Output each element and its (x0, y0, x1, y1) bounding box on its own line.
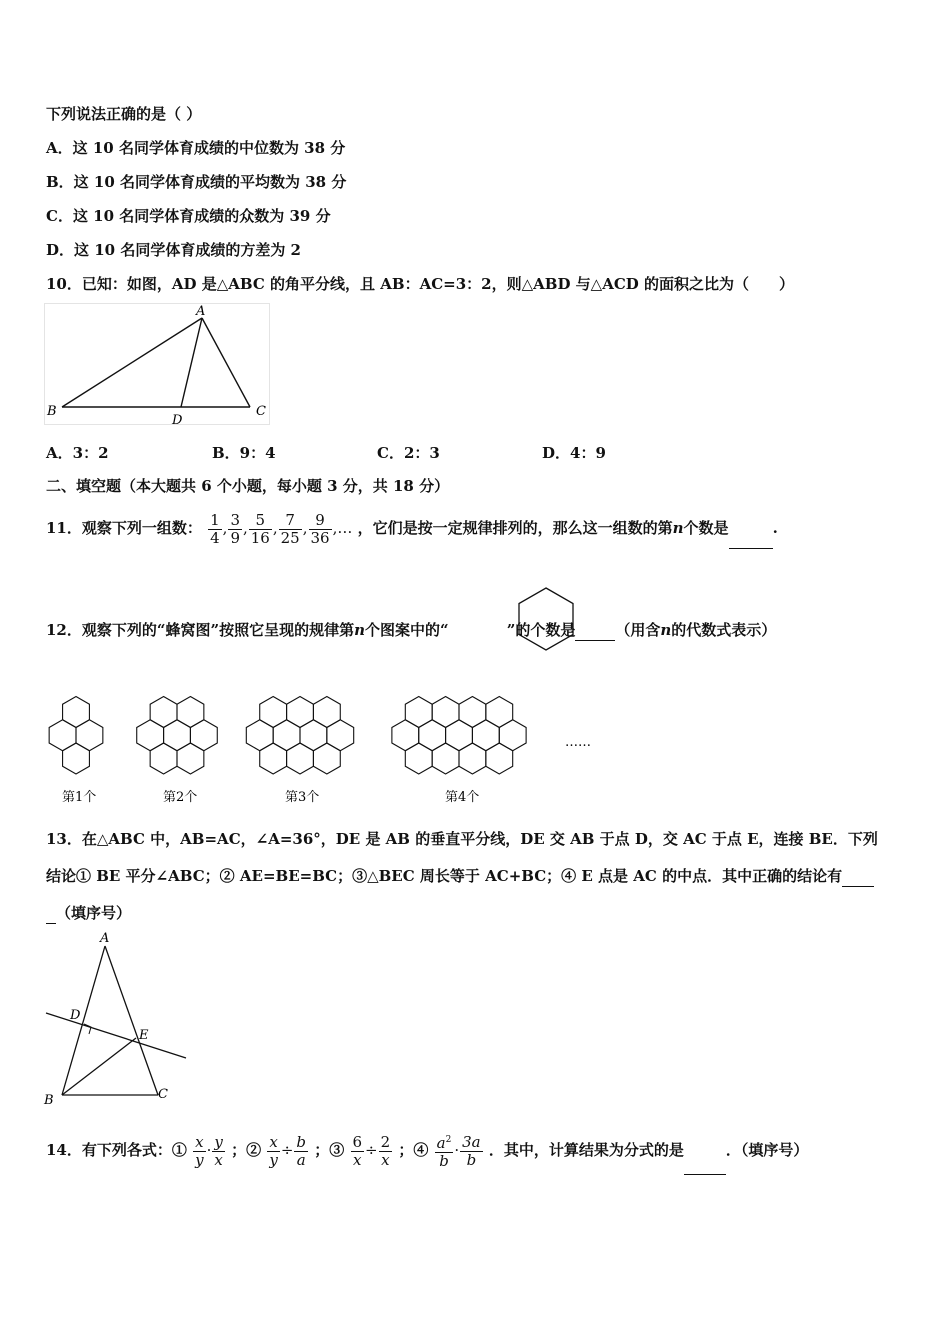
q13-label-d: D (70, 1008, 81, 1023)
q14-f1-b-num: y (214, 1132, 223, 1151)
q14-f1-a (193, 1134, 205, 1169)
q9-option-c[interactable]: C．这 10 名同学体育成绩的众数为 39 分 (46, 207, 331, 225)
q13-line2: 结论① BE 平分∠ABC；② AE=BE=BC；③△BEC 周长等于 AC+BC；④ E 点是 AC 的中点．其中正确的结论有 (46, 867, 843, 885)
q14-f4-a-den: b (439, 1152, 449, 1170)
q14-end: ．（填序号） (725, 1141, 809, 1159)
honeycomb-cell (177, 743, 204, 774)
honeycomb-cell (190, 720, 217, 751)
honeycomb-cell (63, 743, 90, 774)
honeycomb-cell (405, 743, 432, 774)
q11-fraction-4 (279, 512, 302, 547)
honeycomb-cell (260, 697, 287, 728)
q9-option-d[interactable]: D．这 10 名同学体育成绩的方差为 2 (46, 241, 301, 259)
honeycomb-cell (472, 720, 499, 751)
honeycomb-cell (150, 697, 177, 728)
q10-label-d: D (172, 413, 183, 428)
q10-option-c[interactable]: C．2：3 (377, 444, 440, 462)
q14-f1-a-num: x (193, 1134, 205, 1152)
honeycomb-cell (313, 743, 340, 774)
honeycomb-cell (150, 743, 177, 774)
q12-n: n (354, 621, 366, 639)
honeycomb-cell (246, 720, 273, 751)
q13-line2-wrap (46, 866, 874, 887)
honeycomb-cell (300, 720, 327, 751)
honeycomb-cell (76, 720, 103, 751)
q12-figure-label-4: 第4个 (445, 790, 480, 805)
q14-sep3: ；③ (314, 1141, 345, 1159)
q11-den-5: 36 (310, 528, 330, 547)
q13-segment-be (62, 1038, 136, 1095)
q14-suffix: ．其中，计算结果为分式的是 (488, 1141, 684, 1159)
q13-line-de (46, 1013, 186, 1058)
q14-f3-a-num: 6 (352, 1132, 363, 1151)
q11-suffix-a: ，它们是按一定规律排列的，那么这一组数的第 (357, 519, 673, 537)
honeycomb-cell (499, 720, 526, 751)
q11-answer-blank[interactable] (729, 508, 773, 549)
q14-f3-b-num: 2 (380, 1132, 391, 1151)
q11-num-5: 9 (309, 512, 332, 530)
q14-f3-b (379, 1134, 393, 1169)
q14-prefix: 14．有下列各式：① (46, 1141, 187, 1159)
q12-suffix-b: 的代数式表示） (671, 621, 777, 639)
q14-f4-a-sup: 2 (445, 1135, 452, 1145)
q14-f2-b-den: a (296, 1150, 306, 1169)
q13-label-e: E (139, 1028, 149, 1043)
q13-label-c: C (158, 1087, 168, 1102)
q11-num-3: 5 (249, 512, 272, 530)
honeycomb-cell (177, 697, 204, 728)
q10-option-a[interactable]: A．3：2 (46, 444, 109, 462)
q11-end: . (772, 519, 778, 537)
q10-stem: 10．已知：如图，AD 是△ABC 的角平分线，且 AB：AC=3：2，则△ABD 与△ACD 的面积之比为（ ） (46, 275, 795, 293)
q14-f3-b-den: x (381, 1150, 390, 1169)
q11-den-2: 9 (230, 528, 240, 547)
q12-honeycomb-figures (40, 680, 620, 810)
honeycomb-cell (327, 720, 354, 751)
q10-bisector-ad (181, 318, 202, 407)
q14-f2-op: ÷ (280, 1141, 294, 1159)
q13-answer-blank[interactable] (842, 866, 874, 887)
q10-label-b: B (47, 404, 57, 419)
honeycomb-cell (459, 697, 486, 728)
q13-line3: （填序号） (56, 904, 132, 922)
q11-den-4: 25 (280, 528, 300, 547)
q12-after-hex: ”的个数是 (506, 621, 576, 639)
q14-f3-a (351, 1134, 365, 1169)
honeycomb-cell (419, 720, 446, 751)
q9-stem: 下列说法正确的是（ ） (46, 105, 202, 123)
honeycomb-cell (164, 720, 191, 751)
q14-f1-b (212, 1134, 224, 1169)
q12-suffix-a: （用含 (615, 621, 661, 639)
q14-f4-a (435, 1132, 454, 1170)
q11-fraction-1 (208, 512, 222, 547)
q14-f1-op: · (206, 1141, 212, 1159)
honeycomb-cell (49, 720, 76, 751)
honeycomb-cell (287, 743, 314, 774)
honeycomb-cell (405, 697, 432, 728)
q14-line (46, 1126, 808, 1174)
q14-f1-b-den: x (214, 1150, 223, 1169)
honeycomb-cell (287, 697, 314, 728)
q13-label-b: B (44, 1093, 54, 1108)
q12-figure-label-3: 第3个 (285, 790, 320, 805)
q10-label-c: C (256, 404, 266, 419)
q14-f2-a-den: y (269, 1150, 278, 1169)
honeycomb-cell (432, 743, 459, 774)
q11-fraction-2 (228, 512, 242, 547)
q11-num-2: 3 (230, 510, 240, 529)
q11-line: 11．观察下列一组数： $\frac{1}{4}$ , $\frac{3}{9}$ , $\frac{5}{16}$ , $\frac{7}{25}$ , $\frac{9}{36}$ ,… ，它们是按一定规律排列的，那么这一组数的第n个数是 . (46, 508, 778, 548)
q14-f4-a-num-wrap (435, 1132, 454, 1153)
honeycomb-cell (392, 720, 419, 751)
q10-side-ac (202, 318, 250, 407)
honeycomb-cell (63, 697, 90, 728)
q11-den-1: 4 (210, 528, 220, 547)
q13-triangle-figure (40, 928, 192, 1108)
honeycomb-cell (313, 697, 340, 728)
q14-f2-b-num: b (296, 1132, 307, 1151)
q12-figure-label-1: 第1个 (62, 790, 97, 805)
q9-option-b[interactable]: B．这 10 名同学体育成绩的平均数为 38 分 (46, 173, 347, 191)
q11-fraction-5 (309, 512, 332, 547)
q11-suffix-b: 个数是 (683, 519, 729, 537)
q14-f1-a-den: y (195, 1150, 204, 1169)
honeycomb-cell (137, 720, 164, 751)
q14-f3-a-den: x (353, 1150, 362, 1169)
q11-prefix: 11．观察下列一组数： (46, 519, 202, 537)
honeycomb-cell (486, 743, 513, 774)
q13-answer-blank-cont[interactable] (46, 903, 56, 924)
q12-answer-blank[interactable] (575, 620, 615, 641)
q10-option-d[interactable]: D．4：9 (542, 444, 606, 462)
q12-line (46, 620, 776, 641)
q13-line1: 13．在△ABC 中，AB=AC，∠A=36°，DE 是 AB 的垂直平分线，DE 交 AB 于点 D，交 AC 于点 E，连接 BE．下列 (46, 830, 878, 848)
q13-line3-wrap (46, 903, 131, 924)
q11-ellipsis: ,… (332, 519, 353, 537)
q9-option-a[interactable]: A．这 10 名同学体育成绩的中位数为 38 分 (46, 139, 346, 157)
honeycomb-cell (446, 720, 473, 751)
q14-f4-b (460, 1134, 483, 1169)
q10-side-ba (62, 318, 202, 407)
honeycomb-cell (486, 697, 513, 728)
q10-option-b[interactable]: B．9：4 (212, 444, 276, 462)
q10-triangle-figure (44, 303, 270, 429)
honeycomb-cell (459, 743, 486, 774)
q12-figure-label-2: 第2个 (163, 790, 198, 805)
honeycomb-cell (432, 697, 459, 728)
q12-n-2: n (660, 621, 672, 639)
q14-sep2: ；② (231, 1141, 262, 1159)
q14-f2-b (294, 1134, 308, 1169)
q11-den-3: 16 (250, 528, 270, 547)
q14-sep4: ；④ (398, 1141, 429, 1159)
q14-f4-b-den: b (466, 1150, 477, 1169)
q12-hexagon-icon (516, 586, 576, 652)
q14-f4-op: · (454, 1141, 460, 1159)
q10-label-a: A (196, 304, 206, 319)
section2-title: 二、填空题（本大题共 6 个小题，每小题 3 分，共 18 分） (46, 477, 450, 495)
q11-n: n (672, 519, 684, 537)
q13-side-ac (105, 946, 158, 1095)
q11-fraction-3 (249, 512, 272, 547)
q14-answer-blank[interactable] (684, 1126, 726, 1175)
q12-prefix: 12．观察下列的“蜂窝图”按照它呈现的规律第 (46, 621, 355, 639)
q14-f4-a-num: a (436, 1134, 446, 1152)
q14-f3-op: ÷ (365, 1141, 378, 1159)
honeycomb-cell (273, 720, 300, 751)
q13-label-a: A (100, 931, 110, 946)
q14-f2-a (267, 1134, 279, 1169)
q14-f4-b-num: 3a (462, 1132, 481, 1151)
honeycomb-patterns (49, 697, 526, 775)
q11-num-4: 7 (279, 512, 302, 530)
q12-mid: 个图案中的“ (365, 621, 449, 639)
honeycomb-cell (260, 743, 287, 774)
q11-num-1: 1 (210, 510, 220, 529)
q12-ellipsis: …… (565, 735, 591, 750)
q14-f2-a-num: x (267, 1134, 279, 1152)
